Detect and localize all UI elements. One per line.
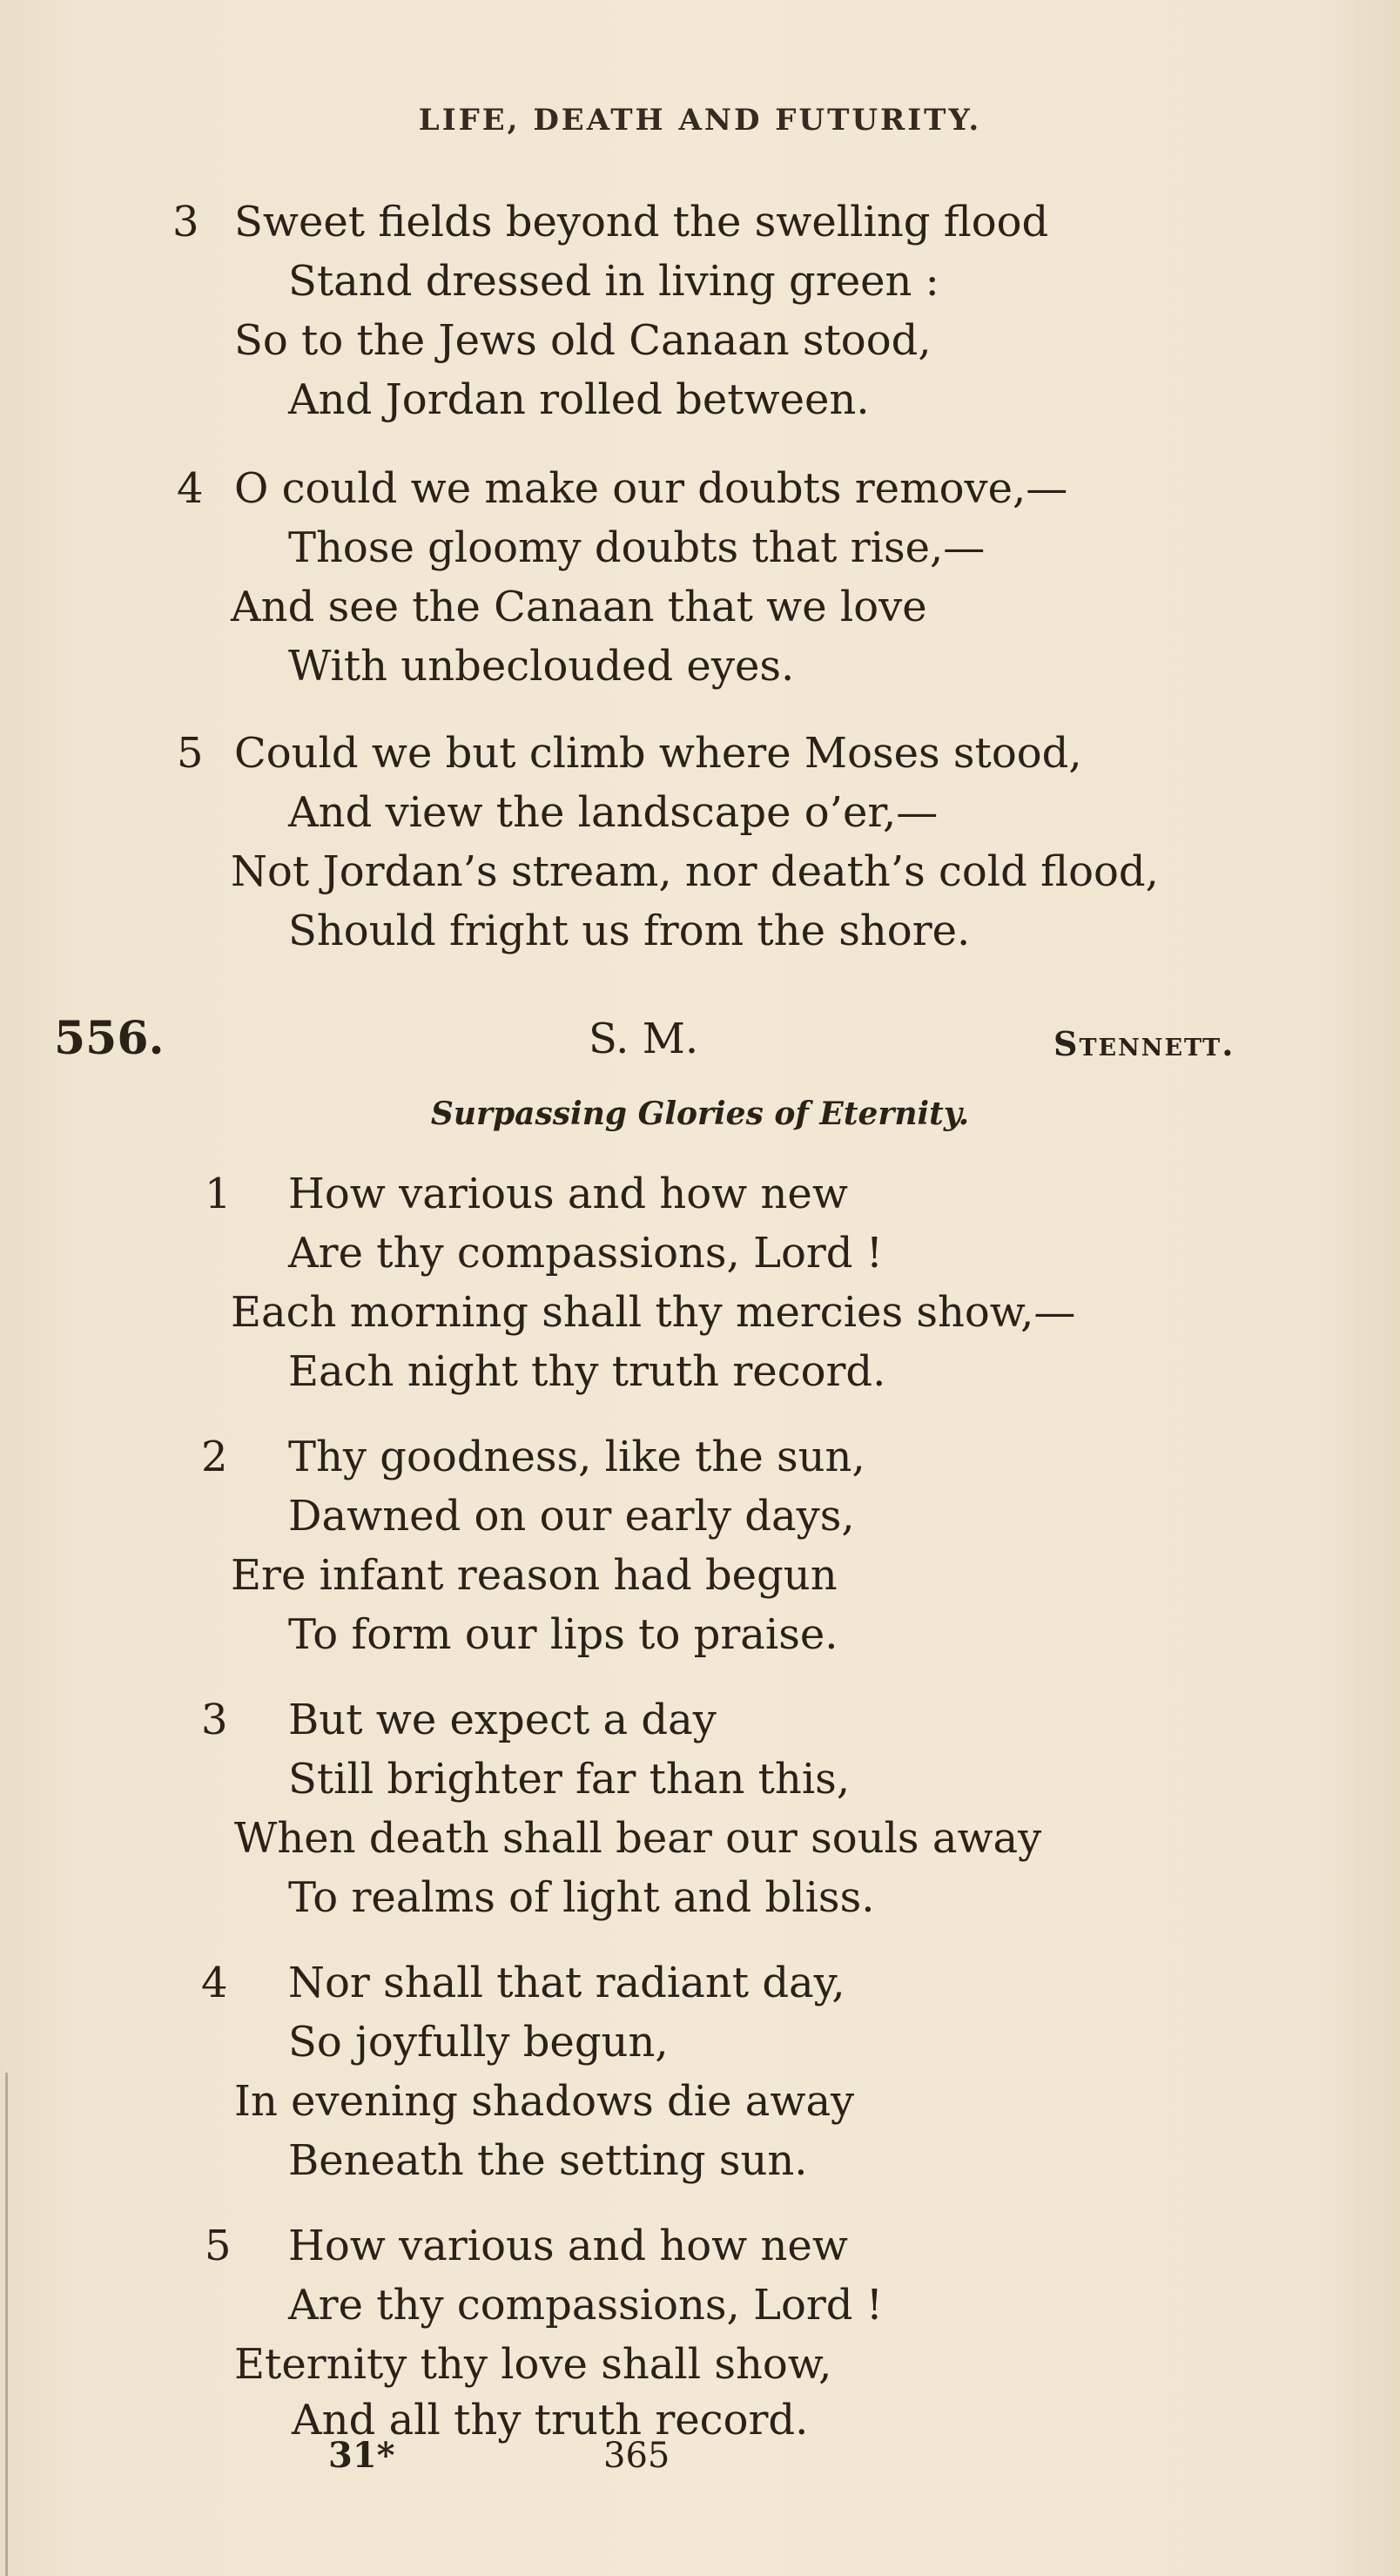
stanza-number: 4 (177, 464, 204, 513)
verse-line: Still brighter far than this, (288, 1755, 851, 1804)
verse-line: How various and how new (288, 2222, 848, 2270)
verse-line: Dawned on our early days, (288, 1492, 855, 1541)
verse-line: Each morning shall thy mercies show,— (231, 1288, 1076, 1337)
verse-line: So to the Jews old Canaan stood, (234, 316, 932, 365)
hymn-composer: Stennett. (1053, 1024, 1235, 1063)
verse-line: O could we make our doubts remove,— (234, 464, 1068, 513)
verse-line: Are thy compassions, Lord ! (288, 1229, 884, 1278)
hymn-subtitle: Surpassing Glories of Eternity. (430, 1096, 970, 1132)
stanza-number: 4 (201, 1959, 228, 2007)
verse-line: Thy goodness, like the sun, (288, 1433, 865, 1481)
verse-line: Stand dressed in living green : (288, 257, 939, 306)
verse-line: With unbeclouded eyes. (288, 642, 795, 691)
verse-line: Eternity thy love shall show, (234, 2340, 832, 2389)
verse-line: Those gloomy doubts that rise,— (288, 523, 986, 572)
verse-line: And see the Canaan that we love (231, 583, 927, 631)
page-edge-shadow (5, 2073, 8, 2576)
stanza-number: 1 (205, 1170, 232, 1218)
stanza-number: 5 (205, 2222, 232, 2270)
verse-line: Each night thy truth record. (288, 1347, 886, 1396)
verse-line: Are thy compassions, Lord ! (288, 2281, 884, 2330)
hymn-meter: S. M. (589, 1015, 699, 1063)
hymn-number: 556. (54, 1012, 165, 1065)
verse-line: To realms of light and bliss. (288, 1873, 875, 1922)
verse-line: Nor shall that radiant day, (288, 1959, 845, 2007)
verse-line: Not Jordan’s stream, nor death’s cold flood, (231, 847, 1159, 896)
verse-line: To form our lips to praise. (288, 1610, 838, 1659)
stanza-number: 2 (201, 1433, 228, 1481)
verse-line: When death shall bear our souls away (234, 1814, 1042, 1863)
verse-line: Ere infant reason had begun (231, 1551, 838, 1600)
verse-line: How various and how new (288, 1170, 848, 1218)
stanza-number: 3 (201, 1696, 228, 1744)
verse-line: Sweet fields beyond the swelling flood (234, 198, 1049, 246)
signature-mark: 31* (328, 2435, 395, 2476)
verse-line: In evening shadows die away (234, 2077, 855, 2126)
stanza-number: 5 (177, 729, 204, 778)
verse-line: And all thy truth record. (292, 2396, 809, 2445)
verse-line: Beneath the setting sun. (288, 2136, 808, 2185)
verse-line: And view the landscape o’er,— (288, 788, 939, 837)
verse-line: Could we but climb where Moses stood, (234, 729, 1082, 778)
verse-line: And Jordan rolled between. (288, 375, 870, 424)
running-header: LIFE, DEATH AND FUTURITY. (418, 103, 982, 138)
verse-line: But we expect a day (288, 1696, 717, 1744)
stanza-number: 3 (172, 198, 199, 246)
verse-line: Should fright us from the shore. (288, 907, 971, 955)
page-number: 365 (603, 2436, 670, 2476)
verse-line: So joyfully begun, (288, 2018, 669, 2067)
